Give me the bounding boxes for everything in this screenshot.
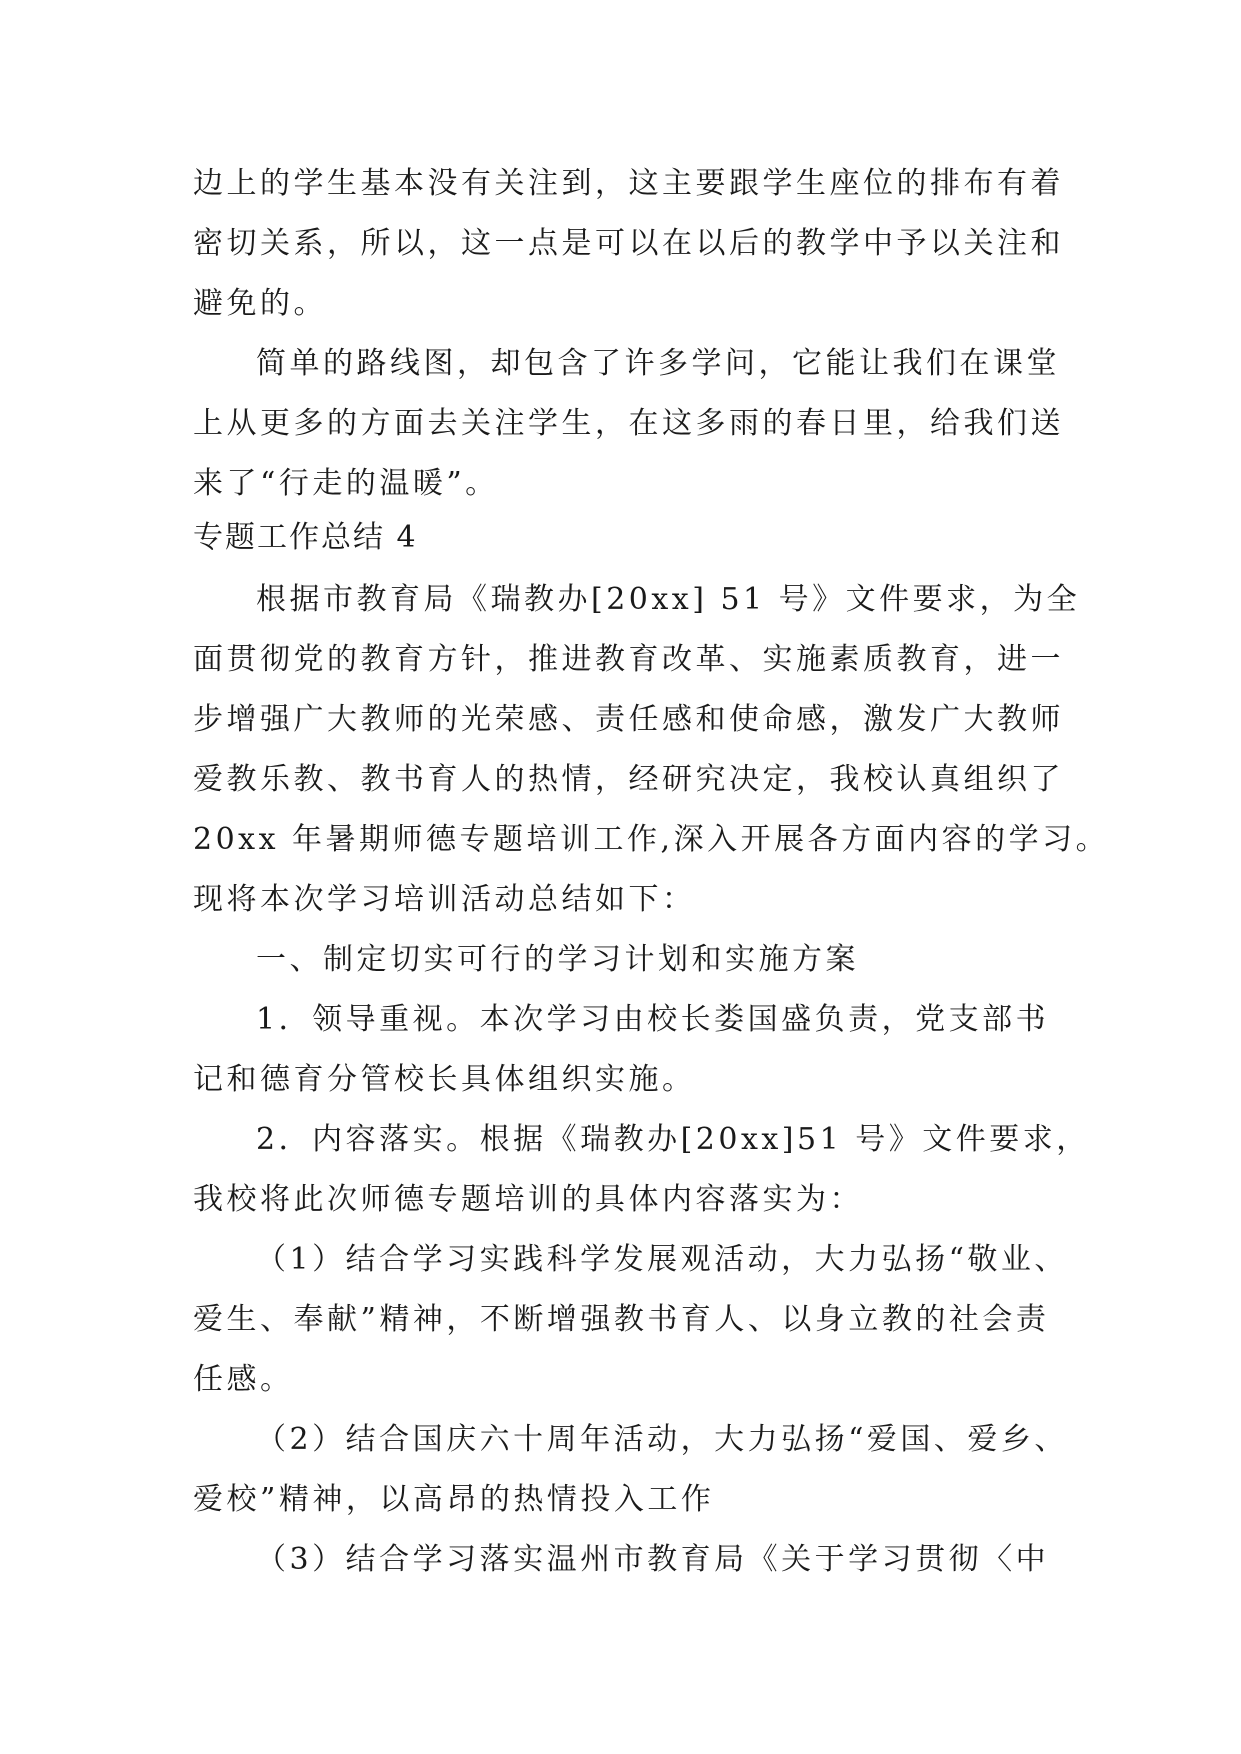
paragraph-line: 爱教乐教、教书育人的热情，经研究决定，我校认真组织了 — [193, 762, 1064, 797]
paragraph-line: 根据市教育局《瑞教办[20xx] 51 号》文件要求，为全 — [256, 582, 1081, 617]
sub-item-line: 爱生、奉献”精神，不断增强教书育人、以身立教的社会责 — [193, 1302, 1050, 1337]
subheading: 一、制定切实可行的学习计划和实施方案 — [256, 942, 859, 977]
sub-item-line: （2）结合国庆六十周年活动，大力弘扬“爱国、爱乡、 — [256, 1422, 1068, 1457]
list-item-line: 2．内容落实。根据《瑞教办[20xx]51 号》文件要求， — [256, 1122, 1090, 1157]
paragraph-line: 上从更多的方面去关注学生，在这多雨的春日里，给我们送 — [193, 406, 1064, 441]
paragraph-line: 步增强广大教师的光荣感、责任感和使命感，激发广大教师 — [193, 702, 1064, 737]
paragraph-line: 避免的。 — [193, 286, 327, 321]
paragraph-line: 密切关系，所以，这一点是可以在以后的教学中予以关注和 — [193, 226, 1064, 261]
paragraph-line: 来了“行走的温暖”。 — [193, 466, 499, 501]
list-item-line: 我校将此次师德专题培训的具体内容落实为： — [193, 1182, 863, 1217]
list-item-line: 1．领导重视。本次学习由校长娄国盛负责，党支部书 — [256, 1002, 1050, 1037]
sub-item-line: 任感。 — [193, 1362, 294, 1397]
paragraph-line: 面贯彻党的教育方针，推进教育改革、实施素质教育，进一 — [193, 642, 1064, 677]
paragraph-line: 边上的学生基本没有关注到，这主要跟学生座位的排布有着 — [193, 166, 1064, 201]
sub-item-line: （3）结合学习落实温州市教育局《关于学习贯彻〈中 — [256, 1542, 1050, 1577]
paragraph-line: 简单的路线图，却包含了许多学问，它能让我们在课堂 — [256, 346, 1060, 381]
section-heading: 专题工作总结 4 — [193, 520, 418, 555]
paragraph-line: 20xx 年暑期师德专题培训工作,深入开展各方面内容的学习。 — [193, 822, 1110, 857]
paragraph-line: 现将本次学习培训活动总结如下： — [193, 882, 696, 917]
list-item-line: 记和德育分管校长具体组织实施。 — [193, 1062, 696, 1097]
sub-item-line: 爱校”精神，以高昂的热情投入工作 — [193, 1482, 715, 1517]
sub-item-line: （1）结合学习实践科学发展观活动，大力弘扬“敬业、 — [256, 1242, 1068, 1277]
